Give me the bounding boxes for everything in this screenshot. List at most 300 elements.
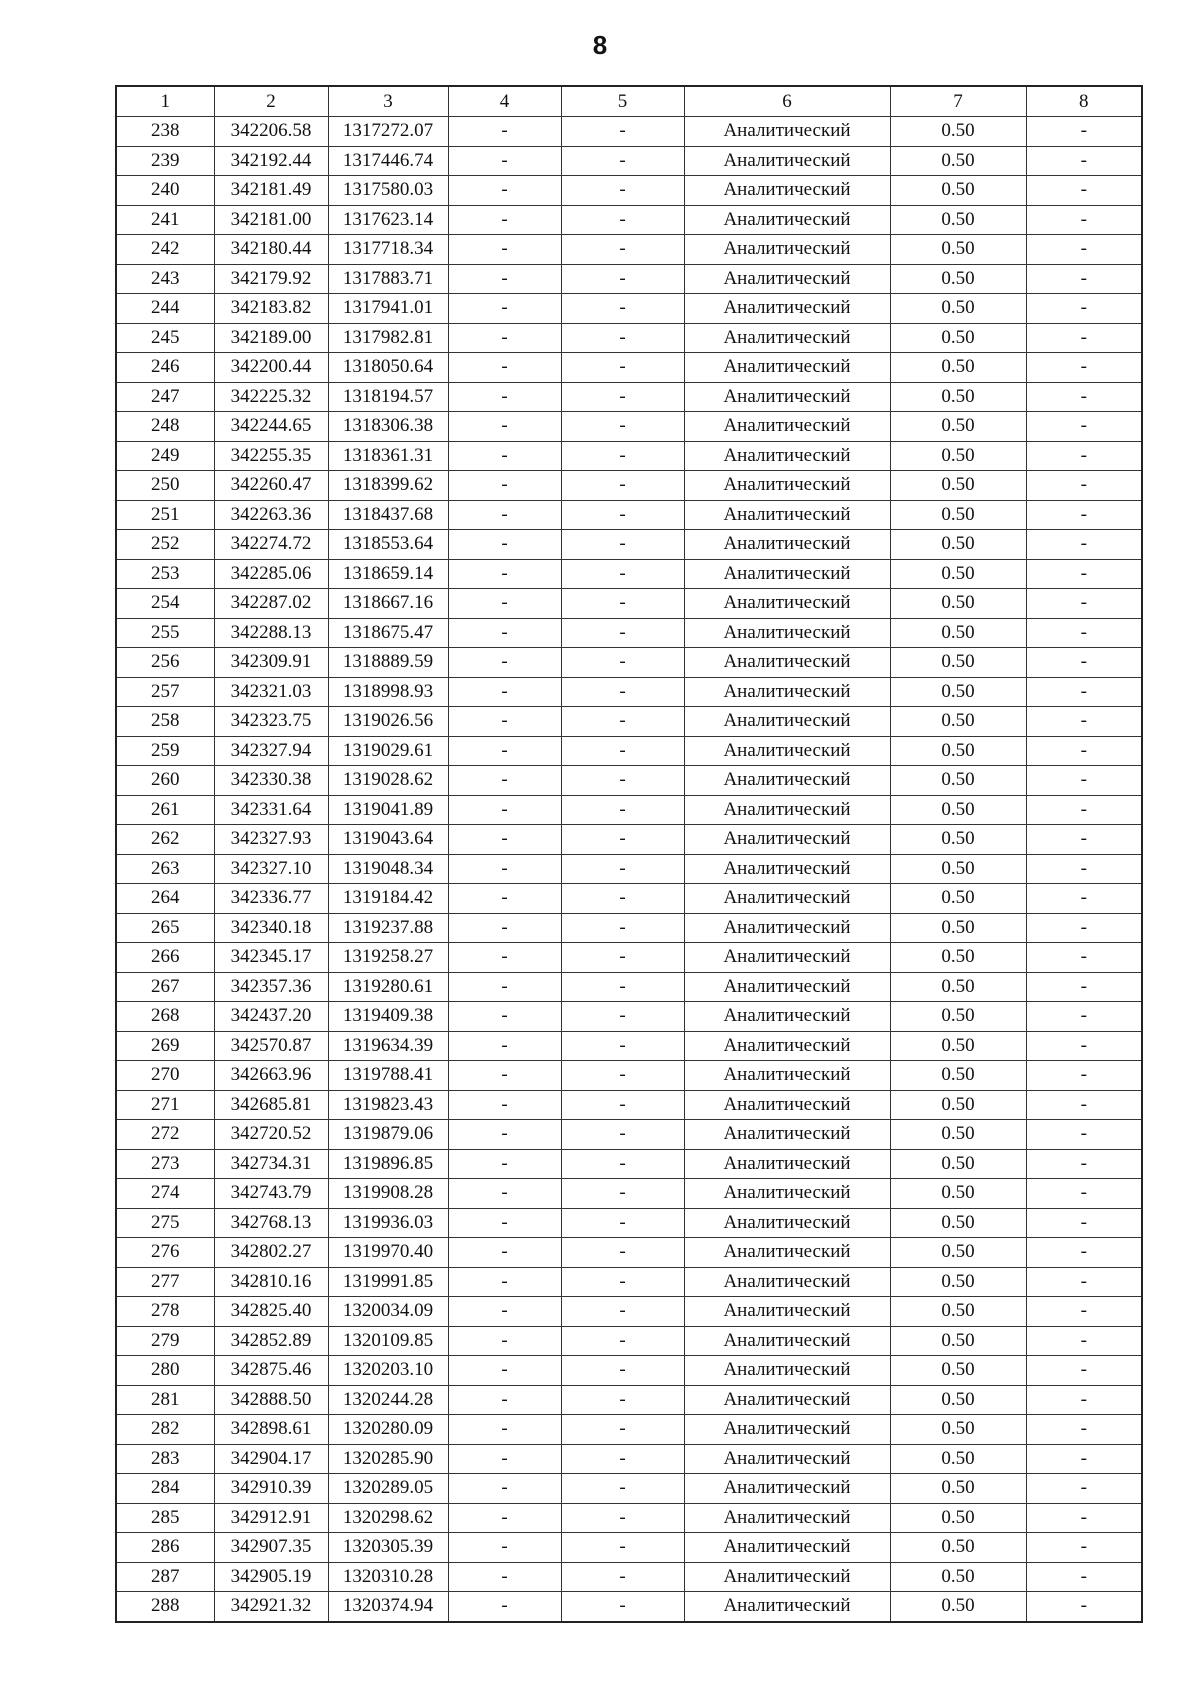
- cell-col-4: -: [448, 412, 561, 442]
- cell-col-5: -: [561, 530, 684, 560]
- cell-col-5: -: [561, 235, 684, 265]
- cell-coord-y: 1319028.62: [328, 766, 448, 796]
- cell-col-8: -: [1026, 648, 1142, 678]
- cell-coord-x: 342287.02: [214, 589, 328, 619]
- table-row: [116, 1238, 1142, 1268]
- cell-col-4: -: [448, 382, 561, 412]
- table-row: [116, 205, 1142, 235]
- cell-coord-x: 342685.81: [214, 1090, 328, 1120]
- table-row: [116, 707, 1142, 737]
- header-cell-2: 2: [214, 86, 328, 117]
- cell-coord-x: 342810.16: [214, 1267, 328, 1297]
- cell-col-4: -: [448, 1179, 561, 1209]
- cell-col-8: -: [1026, 854, 1142, 884]
- cell-col-5: -: [561, 972, 684, 1002]
- cell-method: Аналитический: [684, 825, 890, 855]
- cell-accuracy: 0.50: [890, 1326, 1026, 1356]
- cell-col-4: -: [448, 825, 561, 855]
- cell-col-5: -: [561, 854, 684, 884]
- cell-coord-x: 342309.91: [214, 648, 328, 678]
- cell-coord-y: 1318675.47: [328, 618, 448, 648]
- cell-col-5: -: [561, 294, 684, 324]
- cell-accuracy: 0.50: [890, 1267, 1026, 1297]
- cell-method: Аналитический: [684, 471, 890, 501]
- cell-method: Аналитический: [684, 441, 890, 471]
- cell-col-5: -: [561, 1061, 684, 1091]
- cell-col-4: -: [448, 1562, 561, 1592]
- cell-coord-x: 342255.35: [214, 441, 328, 471]
- cell-col-4: -: [448, 884, 561, 914]
- cell-col-5: -: [561, 1002, 684, 1032]
- cell-method: Аналитический: [684, 707, 890, 737]
- cell-col-8: -: [1026, 618, 1142, 648]
- cell-col-5: -: [561, 1031, 684, 1061]
- cell-accuracy: 0.50: [890, 353, 1026, 383]
- cell-col-4: -: [448, 1090, 561, 1120]
- cell-point-number: 258: [116, 707, 214, 737]
- cell-col-8: -: [1026, 1120, 1142, 1150]
- cell-method: Аналитический: [684, 235, 890, 265]
- cell-point-number: 263: [116, 854, 214, 884]
- cell-method: Аналитический: [684, 589, 890, 619]
- cell-accuracy: 0.50: [890, 1061, 1026, 1091]
- cell-coord-x: 342357.36: [214, 972, 328, 1002]
- cell-col-4: -: [448, 1061, 561, 1091]
- cell-coord-x: 342274.72: [214, 530, 328, 560]
- cell-accuracy: 0.50: [890, 736, 1026, 766]
- cell-coord-x: 342875.46: [214, 1356, 328, 1386]
- cell-accuracy: 0.50: [890, 1238, 1026, 1268]
- cell-col-4: -: [448, 1444, 561, 1474]
- cell-accuracy: 0.50: [890, 146, 1026, 176]
- table-row: [116, 943, 1142, 973]
- cell-col-4: -: [448, 1356, 561, 1386]
- cell-col-8: -: [1026, 441, 1142, 471]
- cell-method: Аналитический: [684, 618, 890, 648]
- cell-col-5: -: [561, 1356, 684, 1386]
- cell-point-number: 274: [116, 1179, 214, 1209]
- cell-coord-x: 342330.38: [214, 766, 328, 796]
- table-row: [116, 913, 1142, 943]
- cell-col-4: -: [448, 943, 561, 973]
- cell-col-5: -: [561, 471, 684, 501]
- cell-accuracy: 0.50: [890, 235, 1026, 265]
- cell-coord-x: 342321.03: [214, 677, 328, 707]
- table-row: [116, 530, 1142, 560]
- cell-method: Аналитический: [684, 1120, 890, 1150]
- cell-coord-y: 1317982.81: [328, 323, 448, 353]
- cell-method: Аналитический: [684, 1415, 890, 1445]
- cell-accuracy: 0.50: [890, 471, 1026, 501]
- cell-method: Аналитический: [684, 1592, 890, 1622]
- cell-point-number: 280: [116, 1356, 214, 1386]
- cell-col-5: -: [561, 736, 684, 766]
- cell-point-number: 279: [116, 1326, 214, 1356]
- cell-col-5: -: [561, 1297, 684, 1327]
- table-row: [116, 441, 1142, 471]
- cell-method: Аналитический: [684, 1002, 890, 1032]
- cell-col-4: -: [448, 589, 561, 619]
- cell-accuracy: 0.50: [890, 1444, 1026, 1474]
- cell-col-5: -: [561, 264, 684, 294]
- header-cell-1: 1: [116, 86, 214, 117]
- cell-col-4: -: [448, 117, 561, 147]
- cell-point-number: 276: [116, 1238, 214, 1268]
- cell-col-8: -: [1026, 1533, 1142, 1563]
- cell-coord-y: 1319823.43: [328, 1090, 448, 1120]
- cell-col-5: -: [561, 884, 684, 914]
- cell-col-4: -: [448, 972, 561, 1002]
- cell-accuracy: 0.50: [890, 1031, 1026, 1061]
- table-row: [116, 972, 1142, 1002]
- cell-point-number: 247: [116, 382, 214, 412]
- cell-col-4: -: [448, 1238, 561, 1268]
- cell-col-5: -: [561, 382, 684, 412]
- cell-col-8: -: [1026, 500, 1142, 530]
- cell-col-8: -: [1026, 1149, 1142, 1179]
- cell-coord-y: 1320280.09: [328, 1415, 448, 1445]
- cell-col-5: -: [561, 1474, 684, 1504]
- cell-col-4: -: [448, 1326, 561, 1356]
- table-row: [116, 1562, 1142, 1592]
- cell-coord-x: 342181.49: [214, 176, 328, 206]
- cell-coord-x: 342888.50: [214, 1385, 328, 1415]
- cell-col-8: -: [1026, 205, 1142, 235]
- table-row: [116, 825, 1142, 855]
- cell-method: Аналитический: [684, 146, 890, 176]
- cell-col-4: -: [448, 854, 561, 884]
- cell-coord-y: 1317272.07: [328, 117, 448, 147]
- cell-point-number: 277: [116, 1267, 214, 1297]
- cell-col-8: -: [1026, 1031, 1142, 1061]
- cell-col-5: -: [561, 943, 684, 973]
- cell-method: Аналитический: [684, 1356, 890, 1386]
- cell-col-5: -: [561, 1326, 684, 1356]
- cell-col-5: -: [561, 500, 684, 530]
- cell-point-number: 254: [116, 589, 214, 619]
- cell-col-8: -: [1026, 736, 1142, 766]
- cell-coord-x: 342336.77: [214, 884, 328, 914]
- cell-col-8: -: [1026, 589, 1142, 619]
- cell-coord-x: 342898.61: [214, 1415, 328, 1445]
- cell-col-4: -: [448, 146, 561, 176]
- cell-point-number: 285: [116, 1503, 214, 1533]
- cell-method: Аналитический: [684, 1267, 890, 1297]
- table-row: [116, 1090, 1142, 1120]
- cell-accuracy: 0.50: [890, 559, 1026, 589]
- header-cell-8: 8: [1026, 86, 1142, 117]
- cell-col-5: -: [561, 677, 684, 707]
- cell-point-number: 245: [116, 323, 214, 353]
- cell-col-8: -: [1026, 1415, 1142, 1445]
- cell-point-number: 270: [116, 1061, 214, 1091]
- cell-col-8: -: [1026, 1061, 1142, 1091]
- table-row: [116, 1474, 1142, 1504]
- cell-col-8: -: [1026, 884, 1142, 914]
- page-number: 8: [592, 30, 608, 60]
- header-cell-7: 7: [890, 86, 1026, 117]
- cell-coord-y: 1319041.89: [328, 795, 448, 825]
- cell-coord-x: 342340.18: [214, 913, 328, 943]
- cell-coord-y: 1319184.42: [328, 884, 448, 914]
- cell-accuracy: 0.50: [890, 117, 1026, 147]
- cell-method: Аналитический: [684, 1326, 890, 1356]
- cell-coord-x: 342663.96: [214, 1061, 328, 1091]
- cell-method: Аналитический: [684, 1031, 890, 1061]
- cell-method: Аналитический: [684, 1444, 890, 1474]
- cell-col-8: -: [1026, 382, 1142, 412]
- cell-point-number: 252: [116, 530, 214, 560]
- cell-coord-x: 342323.75: [214, 707, 328, 737]
- cell-col-4: -: [448, 294, 561, 324]
- cell-point-number: 251: [116, 500, 214, 530]
- table-row: [116, 323, 1142, 353]
- table-row: [116, 471, 1142, 501]
- table-row: [116, 1444, 1142, 1474]
- cell-method: Аналитический: [684, 294, 890, 324]
- cell-col-4: -: [448, 1031, 561, 1061]
- cell-col-4: -: [448, 618, 561, 648]
- cell-col-8: -: [1026, 795, 1142, 825]
- cell-method: Аналитический: [684, 530, 890, 560]
- cell-col-5: -: [561, 146, 684, 176]
- cell-coord-y: 1318194.57: [328, 382, 448, 412]
- cell-accuracy: 0.50: [890, 412, 1026, 442]
- cell-accuracy: 0.50: [890, 323, 1026, 353]
- cell-coord-y: 1318667.16: [328, 589, 448, 619]
- table-row: [116, 1120, 1142, 1150]
- cell-method: Аналитический: [684, 1208, 890, 1238]
- table-row: [116, 589, 1142, 619]
- cell-accuracy: 0.50: [890, 1149, 1026, 1179]
- cell-coord-y: 1318553.64: [328, 530, 448, 560]
- cell-point-number: 278: [116, 1297, 214, 1327]
- cell-coord-y: 1320289.05: [328, 1474, 448, 1504]
- cell-point-number: 246: [116, 353, 214, 383]
- cell-coord-x: 342734.31: [214, 1149, 328, 1179]
- cell-accuracy: 0.50: [890, 1120, 1026, 1150]
- cell-coord-y: 1320034.09: [328, 1297, 448, 1327]
- cell-coord-y: 1318361.31: [328, 441, 448, 471]
- cell-col-4: -: [448, 353, 561, 383]
- cell-method: Аналитический: [684, 766, 890, 796]
- cell-point-number: 261: [116, 795, 214, 825]
- cell-coord-y: 1320298.62: [328, 1503, 448, 1533]
- cell-col-4: -: [448, 235, 561, 265]
- cell-col-4: -: [448, 1208, 561, 1238]
- cell-col-4: -: [448, 1503, 561, 1533]
- cell-coord-y: 1319029.61: [328, 736, 448, 766]
- cell-col-8: -: [1026, 766, 1142, 796]
- cell-accuracy: 0.50: [890, 264, 1026, 294]
- cell-accuracy: 0.50: [890, 707, 1026, 737]
- cell-col-8: -: [1026, 1385, 1142, 1415]
- table-row: [116, 235, 1142, 265]
- cell-point-number: 243: [116, 264, 214, 294]
- cell-coord-y: 1319026.56: [328, 707, 448, 737]
- cell-coord-x: 342206.58: [214, 117, 328, 147]
- cell-point-number: 272: [116, 1120, 214, 1150]
- cell-col-5: -: [561, 117, 684, 147]
- cell-coord-y: 1318998.93: [328, 677, 448, 707]
- cell-point-number: 260: [116, 766, 214, 796]
- cell-col-4: -: [448, 648, 561, 678]
- cell-method: Аналитический: [684, 884, 890, 914]
- table-row: [116, 795, 1142, 825]
- cell-coord-y: 1319280.61: [328, 972, 448, 1002]
- cell-accuracy: 0.50: [890, 1533, 1026, 1563]
- cell-accuracy: 0.50: [890, 884, 1026, 914]
- cell-coord-x: 342825.40: [214, 1297, 328, 1327]
- cell-point-number: 264: [116, 884, 214, 914]
- cell-col-4: -: [448, 1297, 561, 1327]
- table-row: [116, 1592, 1142, 1622]
- cell-method: Аналитический: [684, 1061, 890, 1091]
- cell-coord-y: 1318659.14: [328, 559, 448, 589]
- cell-method: Аналитический: [684, 205, 890, 235]
- cell-col-4: -: [448, 323, 561, 353]
- cell-col-8: -: [1026, 913, 1142, 943]
- cell-col-4: -: [448, 1385, 561, 1415]
- table-row: [116, 1415, 1142, 1445]
- cell-coord-y: 1320285.90: [328, 1444, 448, 1474]
- cell-col-5: -: [561, 913, 684, 943]
- cell-coord-y: 1318437.68: [328, 500, 448, 530]
- cell-point-number: 238: [116, 117, 214, 147]
- cell-accuracy: 0.50: [890, 766, 1026, 796]
- cell-point-number: 287: [116, 1562, 214, 1592]
- cell-method: Аналитический: [684, 1238, 890, 1268]
- cell-coord-y: 1318399.62: [328, 471, 448, 501]
- cell-col-8: -: [1026, 1444, 1142, 1474]
- cell-accuracy: 0.50: [890, 1356, 1026, 1386]
- table-row: [116, 618, 1142, 648]
- cell-col-4: -: [448, 441, 561, 471]
- cell-coord-x: 342910.39: [214, 1474, 328, 1504]
- cell-coord-y: 1320244.28: [328, 1385, 448, 1415]
- cell-col-5: -: [561, 1385, 684, 1415]
- table-row: [116, 1002, 1142, 1032]
- cell-col-8: -: [1026, 1562, 1142, 1592]
- table-row: [116, 117, 1142, 147]
- cell-point-number: 249: [116, 441, 214, 471]
- cell-col-8: -: [1026, 1297, 1142, 1327]
- cell-col-8: -: [1026, 1474, 1142, 1504]
- cell-col-4: -: [448, 264, 561, 294]
- table-row: [116, 854, 1142, 884]
- table-row: [116, 1326, 1142, 1356]
- cell-method: Аналитический: [684, 1385, 890, 1415]
- cell-point-number: 281: [116, 1385, 214, 1415]
- cell-point-number: 241: [116, 205, 214, 235]
- cell-col-4: -: [448, 1533, 561, 1563]
- cell-coord-x: 342327.10: [214, 854, 328, 884]
- cell-coord-x: 342288.13: [214, 618, 328, 648]
- cell-method: Аналитический: [684, 353, 890, 383]
- cell-coord-y: 1319409.38: [328, 1002, 448, 1032]
- cell-accuracy: 0.50: [890, 825, 1026, 855]
- cell-col-5: -: [561, 1149, 684, 1179]
- table-row: [116, 1179, 1142, 1209]
- cell-col-4: -: [448, 1415, 561, 1445]
- cell-col-8: -: [1026, 1592, 1142, 1622]
- cell-accuracy: 0.50: [890, 1090, 1026, 1120]
- cell-col-5: -: [561, 1179, 684, 1209]
- cell-point-number: 284: [116, 1474, 214, 1504]
- cell-method: Аналитический: [684, 913, 890, 943]
- table-row: [116, 1208, 1142, 1238]
- cell-coord-y: 1319879.06: [328, 1120, 448, 1150]
- cell-col-8: -: [1026, 559, 1142, 589]
- cell-col-4: -: [448, 736, 561, 766]
- cell-coord-x: 342183.82: [214, 294, 328, 324]
- cell-point-number: 269: [116, 1031, 214, 1061]
- cell-col-8: -: [1026, 146, 1142, 176]
- cell-coord-y: 1320203.10: [328, 1356, 448, 1386]
- cell-method: Аналитический: [684, 1503, 890, 1533]
- cell-col-4: -: [448, 766, 561, 796]
- cell-col-4: -: [448, 471, 561, 501]
- table-body: [116, 117, 1142, 1622]
- table-row: [116, 264, 1142, 294]
- cell-coord-x: 342189.00: [214, 323, 328, 353]
- table-row: [116, 176, 1142, 206]
- cell-coord-y: 1318050.64: [328, 353, 448, 383]
- cell-method: Аналитический: [684, 500, 890, 530]
- cell-col-8: -: [1026, 707, 1142, 737]
- cell-col-5: -: [561, 589, 684, 619]
- cell-accuracy: 0.50: [890, 294, 1026, 324]
- cell-coord-x: 342570.87: [214, 1031, 328, 1061]
- cell-accuracy: 0.50: [890, 1592, 1026, 1622]
- cell-col-8: -: [1026, 530, 1142, 560]
- cell-point-number: 266: [116, 943, 214, 973]
- coordinates-table: [115, 85, 1143, 1623]
- cell-col-4: -: [448, 500, 561, 530]
- cell-coord-y: 1319970.40: [328, 1238, 448, 1268]
- cell-col-4: -: [448, 707, 561, 737]
- cell-coord-y: 1319634.39: [328, 1031, 448, 1061]
- table-row: [116, 500, 1142, 530]
- cell-col-5: -: [561, 766, 684, 796]
- table-row: [116, 412, 1142, 442]
- cell-point-number: 244: [116, 294, 214, 324]
- cell-accuracy: 0.50: [890, 1562, 1026, 1592]
- table-row: [116, 353, 1142, 383]
- table-row: [116, 1267, 1142, 1297]
- table-row: [116, 559, 1142, 589]
- cell-col-4: -: [448, 1474, 561, 1504]
- cell-coord-y: 1320374.94: [328, 1592, 448, 1622]
- cell-accuracy: 0.50: [890, 1179, 1026, 1209]
- cell-point-number: 271: [116, 1090, 214, 1120]
- cell-col-4: -: [448, 913, 561, 943]
- cell-coord-x: 342327.94: [214, 736, 328, 766]
- cell-method: Аналитический: [684, 1474, 890, 1504]
- cell-col-4: -: [448, 176, 561, 206]
- cell-col-5: -: [561, 412, 684, 442]
- cell-col-4: -: [448, 530, 561, 560]
- cell-point-number: 268: [116, 1002, 214, 1032]
- cell-accuracy: 0.50: [890, 943, 1026, 973]
- cell-accuracy: 0.50: [890, 441, 1026, 471]
- cell-col-5: -: [561, 1444, 684, 1474]
- cell-coord-y: 1317580.03: [328, 176, 448, 206]
- cell-col-4: -: [448, 1149, 561, 1179]
- cell-col-5: -: [561, 707, 684, 737]
- cell-point-number: 259: [116, 736, 214, 766]
- cell-col-8: -: [1026, 972, 1142, 1002]
